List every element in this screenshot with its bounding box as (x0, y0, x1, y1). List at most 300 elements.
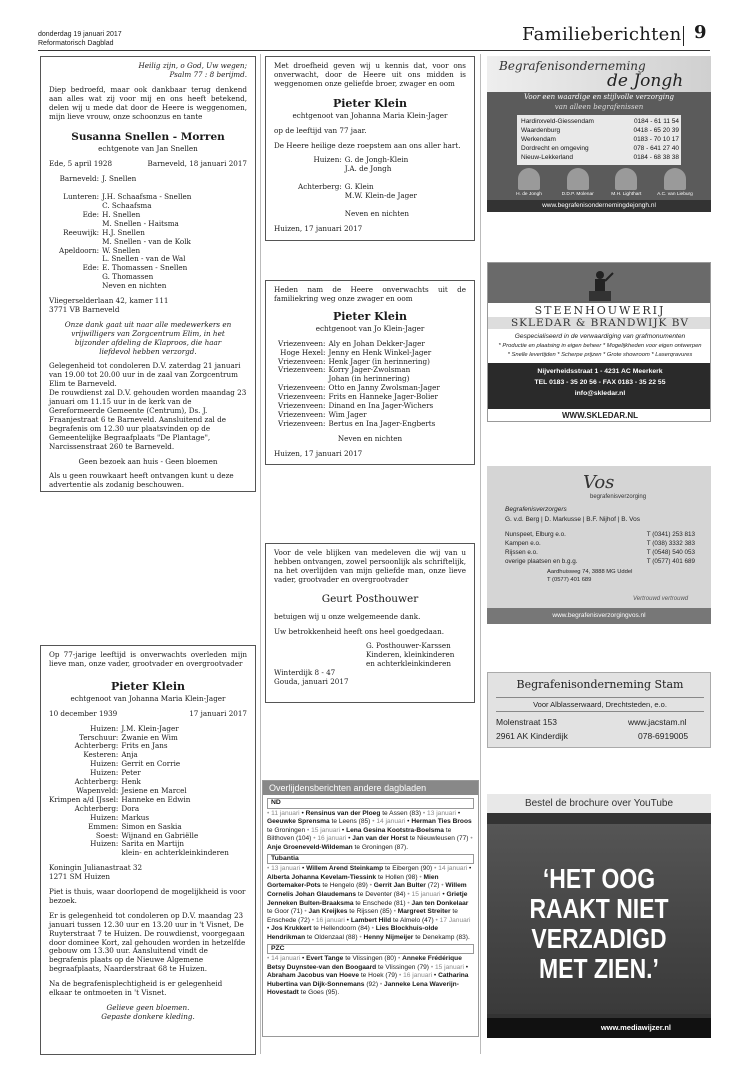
birth-date: 10 december 1939 (49, 708, 118, 718)
relative-names: Henk (121, 777, 141, 787)
death-date: 17 januari 2017 (189, 708, 247, 718)
ad-phone: T (0577) 401 689 (646, 558, 695, 565)
ad-address: Aardhuisweg 74, 3888 MG Uddel (547, 569, 633, 575)
entry-name: Jan Kreijkes (308, 908, 348, 916)
bullet-icon: • (417, 873, 424, 881)
bullet-icon: • (432, 865, 439, 873)
entry-place: te Eibergen (90) (384, 865, 433, 873)
relative-names: Frits en Jans (121, 741, 168, 751)
relative-place (298, 192, 345, 201)
region-entries: • 14 januari • Evert Tange te Vlissingen (80) • Anneke Frédérique Betsy Duynstee-van den Boogaard te Vlissingen (79) • 15 januari • Abraham Jacobus van Hoeve te Hoek (79) • 16 januari • Catharina Hubertina van Dijk-Sonnemans (92) • Janneke Lena Waverijn-Hovestadt te Goes (95). (267, 955, 469, 997)
relative-place: Vriezenveen: (278, 418, 326, 428)
relative-place: Vriezenveen: (278, 338, 326, 348)
entry-name: Jos Krukkert (271, 925, 312, 933)
bullet-icon: • (429, 963, 435, 971)
spouse-line: echtgenoot van Johanna Maria Klein-Jager (70, 693, 226, 703)
entry-place: te Rijssen (85) (349, 908, 392, 916)
relative-names: M.W. Klein-de Jager (344, 191, 417, 201)
entry-date: 15 januari (434, 963, 464, 971)
entry-place: te Oldenzaal (88) (306, 933, 358, 941)
entry-place: te Denekamp (83). (415, 933, 470, 941)
bullet-icon: • (396, 955, 403, 963)
bullet-icon: • (267, 955, 272, 963)
header-divider (683, 26, 684, 46)
entry-place: te Enschede (72) (267, 908, 458, 924)
relative-names: Otto en Janny Zwolsman-Jager (328, 383, 440, 393)
spouse-line: echtgenote van Jan Snellen (98, 144, 198, 154)
relative-row (298, 165, 417, 174)
life-dates (49, 710, 247, 719)
staff-portrait (604, 168, 648, 197)
ad-headline (507, 864, 691, 984)
bullet-icon: • (405, 890, 412, 898)
condolence-text: Gelegenheid tot condoleren D.V. zaterdag 21 januari van 19.00 tot 20.00 uur in de zaal van Zorgcentrum Elim te Barneveld. (49, 361, 241, 389)
ad-phone: 0184 - 68 38 38 (633, 154, 679, 161)
relative-names: Bertus en Ina Jager-Engberts (328, 418, 436, 428)
headline-line: ‘HET OOG (542, 863, 656, 894)
relative-place: Huizen: (90, 812, 119, 822)
spouse-line: echtgenoot van Johanna Maria Klein-Jager (292, 110, 448, 120)
relative-place: Achterberg: (74, 803, 119, 813)
ad-url: www.begrafenisondernemingdejongh.nl (487, 200, 711, 212)
staff-portrait (556, 168, 600, 197)
relative-place: Achterberg: (74, 777, 119, 787)
bullet-icon: • (433, 916, 440, 924)
relative-row (59, 282, 191, 291)
ad-phone: 0184 - 61 11 54 (633, 118, 679, 125)
person-photo-icon (615, 168, 637, 190)
ad-web: www.jacstam.nl (628, 717, 687, 727)
entry-date: 14 januari (438, 865, 468, 873)
relative-place: Vriezenveen: (278, 401, 326, 411)
relatives-list (298, 156, 417, 218)
relative-names: H. Snellen (102, 209, 141, 219)
thanks-intro: Voor de vele blijken van medeleven die wij van u hebben ontvangen, zowel persoonlijk als schriftelijk, na het overlijden van mijn geliefde man, onze lieve vader, grootvader en overgrootvader (274, 548, 466, 584)
gathering-text: Na de begrafenisplechtigheid is er gelegenheid elkaar te ontmoeten in 't Visnet. (49, 979, 223, 998)
relative-place: Barneveld: (59, 174, 100, 184)
ad-place: Rijssen e.o. (505, 549, 538, 556)
thanks-line: betuigen wij u onze welgemeende dank. (274, 611, 421, 621)
ad-skledar (487, 262, 711, 422)
entry-place: (92) (366, 980, 379, 988)
entry-place: te Goor (71) (267, 908, 303, 916)
relative-place: Vriezenveen: (278, 409, 326, 419)
ad-email: info@skledar.nl (574, 390, 626, 397)
ad-vos (487, 466, 711, 624)
relative-row (298, 192, 417, 201)
relative-names: J.A. de Jongh (344, 164, 392, 174)
relative-place: Ede: (82, 263, 100, 273)
obituary-klein-wife (40, 645, 256, 1055)
entry-name: Willem Cornelis Johan Glaudemans (267, 882, 467, 898)
other-papers-list (263, 795, 478, 1000)
relative-names: Korry Jager-Zwolsman (328, 365, 411, 375)
ad-address: Nijverheidsstraat 1 - 4231 AC Meerkerk (537, 368, 663, 375)
thanks-text: Onze dank gaat uit naar alle medewerkers en vrijwilligers van Zorgcentrum Elim, in het bijzonder afdeling de Klaproos, die haar liefdevol hebben verzorgd. (64, 319, 232, 356)
ad-url: www.mediawijzer.nl (487, 1018, 711, 1038)
ad-spec: Gespecialiseerd in de verwaardiging van grafmonumenten (514, 333, 686, 340)
condolence-text: Er is gelegenheid tot condoleren op D.V. maandag 23 januari tussen 12.30 uur en 13.20 uur in 't Visnet, De Ruyterstraat 7 te Huizen. De rouwdienst, voorgegaan door dominee Kort, zal gehouden worden in hetzelfde gebouw om 13.30 uur. Aansluitend vindt de begrafenis plaats op de Nieuwe Algemene begraafplaats, Naarderstraat 68 te Huizen. (49, 910, 246, 974)
headline-line: RAAKT NIET (529, 893, 669, 924)
relative-names: Henk Jager (in herinnering) (328, 356, 430, 366)
ad-phone-row (521, 144, 679, 153)
ad-stam (487, 672, 711, 748)
relative-names: Zwanie en Wim (121, 732, 178, 742)
ad-phone-row (505, 530, 695, 539)
relative-names: Jesiene en Marcel (121, 785, 187, 795)
entry-date: 15 januari (411, 890, 441, 898)
headline-line: MET ZIEN.’ (539, 953, 659, 984)
bullet-icon: • (369, 925, 376, 933)
relative-place (59, 282, 102, 291)
relative-names: G. Thomassen (102, 272, 154, 282)
relative-place: Reeuwijk: (63, 227, 100, 237)
ad-name: SKLEDAR & BRANDWIJK BV (488, 317, 711, 329)
ad-staff (507, 168, 697, 197)
relative-place: Wapenveld: (76, 785, 119, 795)
relative-place: Ede: (82, 209, 100, 219)
home-text: Piet is thuis, waar doorlopend de mogelijkheid is voor bezoek. (49, 887, 246, 905)
ad-place: Dordrecht en omgeving (521, 145, 589, 152)
region-label: PZC (267, 944, 474, 955)
person-photo-icon (664, 168, 686, 190)
place-date: Huizen, 17 januari 2017 (274, 223, 363, 233)
signatories (274, 642, 466, 669)
ad-place: Hardinxveld-Giessendam (521, 118, 594, 125)
staff-name: M.H. Lighthart (611, 192, 642, 197)
bullet-icon: • (309, 916, 316, 924)
ad-phone-row (521, 153, 679, 162)
relative-names: Dinand en Ina Jager-Wichers (328, 401, 434, 411)
entry-name: Lena Gesina Kootstra-Boelsma (346, 826, 444, 834)
relative-place: Huizen: (90, 723, 119, 733)
entry-name: Geeuwke Sprensma (267, 818, 330, 826)
relative-place: Huizen: (90, 839, 119, 849)
relative-place: Hoge Hexel: (280, 347, 326, 357)
entry-place: te Almelo (47) (392, 916, 434, 924)
ad-title: Begrafenisonderneming (499, 59, 646, 73)
address-line: Vliegerselderlaan 42, kamer 111 (49, 296, 169, 306)
relative-place: Lunteren: (63, 192, 100, 202)
entry-place: te Goes (95). (300, 989, 340, 997)
ad-staff-title: Begrafenisverzorgers (505, 506, 567, 513)
ad-phone-list (521, 117, 679, 162)
bullet-icon: • (378, 980, 385, 988)
ad-place: Werkendam (521, 136, 556, 143)
ad-street: Molenstraat 153 (496, 717, 557, 727)
entry-place: te Hellendoorn (84) (313, 925, 370, 933)
relatives-list (59, 175, 191, 291)
ad-logo-sub: begrafenisverzorging (590, 494, 647, 500)
entry-name: Henny Nijmeijer (363, 933, 414, 941)
relative-place: Achterberg: (298, 182, 342, 192)
relative-place: Emmen: (88, 821, 119, 831)
entry-date: 17 Januari (439, 916, 471, 924)
entry-name: Gerrit Jan Bulter (373, 882, 426, 890)
ad-bullets: * Snelle levertijden * Scherpe prijzen * Grote showroom * Laserqravures (507, 352, 693, 358)
obituary-intro: Met droefheid geven wij u kennis dat, voor ons onverwacht, door de Heere uit ons midden is weggenomen onze geliefde broer, zwager en oom (274, 61, 466, 88)
entry-place: te Assen (83) (382, 809, 422, 817)
birth-date: Ede, 5 april 1928 (49, 159, 113, 169)
ad-place: Waardenburg (521, 127, 561, 134)
ad-staff: G. v.d. Berg | D. Markusse | B.F. Nijhof | B. Vos (505, 516, 640, 523)
relative-names: Neven en nichten (344, 208, 410, 218)
ad-bullets: * Productie en plaatsing in eigen beheer * Mogelijkheden voor eigen ontwerpen (498, 343, 702, 349)
bullet-icon: • (391, 908, 398, 916)
address-line: Koningin Julianastraat 32 (49, 863, 143, 873)
ad-phone-list (505, 530, 695, 566)
ad-logo: Vos (583, 472, 615, 493)
ad-phone: 078-6919005 (638, 731, 689, 741)
relative-names: Wim Jager (328, 409, 367, 419)
entry-place: te Hoek (79) (360, 972, 398, 980)
quote-ref: Psalm 77 : 8 berijmd. (169, 69, 247, 79)
entry-place: te Enschede (81) (355, 899, 406, 907)
headline-line: VERZADIGD (531, 923, 667, 954)
ad-phone: 078 - 641 27 40 (633, 145, 679, 152)
address-line: 3771 VB Barneveld (49, 304, 120, 314)
section-title: Familieberichten (522, 24, 682, 45)
header-paper: Reformatorisch Dagblad (38, 40, 114, 47)
ad-url: WWW.SKLEDAR.NL (562, 411, 638, 420)
relative-row (278, 420, 440, 429)
entry-name: Alberta Johanna Kevelam-Tiessink (267, 873, 377, 881)
thanks-posthouwer (265, 543, 475, 703)
bullet-icon: • (357, 933, 364, 941)
relative-names: J. Snellen (102, 174, 137, 184)
relative-names: G. Klein (344, 182, 374, 192)
relative-place (298, 165, 345, 174)
relative-names: J.H. Schaafsma - Snellen (102, 192, 192, 202)
relative-names: Peter (121, 768, 141, 778)
relatives-list (49, 725, 229, 859)
entry-name: Janneke Lena Waverijn-Hovestadt (267, 980, 459, 997)
region-label: Tubantia (267, 854, 474, 865)
relative-names: Anja (121, 750, 138, 760)
ad-phone-row (521, 135, 679, 144)
age-line: op de leeftijd van 77 jaar. (274, 125, 367, 135)
region-entries: • 13 januari • Willem Arend Steinkamp te Eibergen (90) • 14 januari • Alberta Johanna Kevelam-Tiessink te Hollen (98) • Mien Gortemaker-Pots te Hengelo (89) • Gerrit Jan Bulter (72) • Willem Cornelis Johan Glaudemans te Deventer (84) • 15 januari • Grietje Jenneken Bulten-Braaksma te Enschede (81) • Jan ten Donkelaar te Goor (71) • Jan Kreijkes te Rijssen (85) • Margreet Streiter te Enschede (72) • 16 januari • Lambert Hild te Almelo (47) • 17 Januari • Jos Krukkert te Hellendoorn (84) • Lies Blockhuis-olde Hendrikman te Oldenzaal (88) • Henny Nijmeijer te Denekamp (83). (267, 865, 472, 941)
relative-row (59, 175, 191, 184)
staff-portrait (653, 168, 697, 197)
signatory: en achterkleinkinderen (366, 659, 451, 669)
relative-place (59, 273, 102, 282)
bullet-icon: • (311, 835, 318, 843)
ad-place: overige plaatsen en b.g.g. (505, 558, 578, 565)
entry-place: te Nieuwleusen (77) (409, 835, 469, 843)
obituary-klein-family (265, 56, 475, 241)
relative-names: Neven en nichten (102, 281, 167, 291)
relative-place: Vriezenveen: (278, 392, 326, 402)
page-header-left (38, 30, 122, 48)
bullet-icon: • (370, 818, 377, 826)
signatory: Kinderen, kleinkinderen (366, 650, 455, 660)
ad-url: www.begrafenisverzorgingvos.nl (487, 608, 711, 624)
bullet-icon: • (468, 835, 473, 843)
ad-phone: 0418 - 65 20 39 (633, 127, 679, 134)
relative-names: M. Snellen - van de Kolk (102, 236, 191, 246)
ad-phone: T (0548) 540 053 (646, 549, 695, 556)
ad-region: Voor Alblasserwaard, Drechtsteden, e.o. (496, 697, 704, 712)
entry-date: 15 januari (311, 826, 341, 834)
entry-name: Evert Tange (306, 955, 344, 963)
ad-phone: T (038) 3332 383 (646, 540, 695, 547)
obituary-intro: Heden nam de Heere onverwachts uit de familiekring weg onze zwager en oom (274, 285, 466, 303)
deceased-name: Pieter Klein (332, 309, 408, 323)
entry-name: Catharina Hubertina van Dijk-Sonnemans (267, 972, 469, 988)
bullet-icon: • (267, 809, 272, 817)
funeral-text: De rouwdienst zal D.V. gehouden worden maandag 23 januari om 11.15 uur in de kerk van de Gereformeerde Gemeente (Centrum), Ds. J. Fraanjestraat 6 te Barneveld. Aansluitend zal de begrafenis om 12.30 uur plaatsvinden op de Gemeentelijke Begraafplaats "De Plantage", Narcissenstraat 260 te Barneveld. (49, 388, 247, 451)
extra-line: Neven en nichten (337, 433, 403, 443)
relative-names: klein- en achterkleinkinderen (121, 848, 229, 858)
bullet-icon: • (397, 972, 404, 980)
relative-place: Krimpen a/d IJssel: (49, 794, 119, 804)
card-note: Als u geen rouwkaart heeft ontvangen kunt u deze advertentie als zodanig beschouwen. (49, 471, 234, 490)
relative-place: Soest: (95, 830, 119, 840)
region-entries: • 11 januari • Rensinus van der Ploeg te Assen (83) • 13 januari • Geeuwke Sprensma te Leens (85) • 14 januari • Herman Ties Broos te Groningen • 15 januari • Lena Gesina Kootstra-Boelsma te Bilthoven (104) • 16 januari • Jan van der Horst te Nieuwleusen (77) • Anje Groeneveld-Wildeman te Groningen (87). (267, 809, 473, 851)
entry-name: Margreet Streiter (397, 908, 451, 916)
page-number: 9 (694, 22, 707, 43)
relative-names: Aly en Johan Dekker-Jager (328, 338, 425, 348)
relative-place (298, 201, 345, 210)
spouse-line: echtgenoot van Jo Klein-Jager (315, 323, 425, 333)
ad-name: STEENHOUWERIJ (534, 304, 666, 317)
entry-date: 11 januari (271, 809, 300, 817)
death-date: Barneveld, 18 januari 2017 (147, 159, 247, 169)
entry-date: 13 januari (427, 809, 457, 817)
entry-name: Grietje Jenneken Bulten-Braaksma (267, 890, 468, 907)
ad-de-jongh (487, 56, 711, 212)
entry-name: Lambert Hild (350, 916, 392, 924)
ad-city: 2961 AK Kinderdijk (496, 731, 568, 741)
deceased-name: Pieter Klein (332, 96, 408, 110)
bullet-icon: • (367, 882, 374, 890)
ad-phone: T (0341) 253 813 (646, 531, 695, 538)
obituary-snellen (40, 56, 256, 492)
entry-name: Rensinus van der Ploeg (305, 809, 381, 817)
entry-date: 14 januari (376, 818, 406, 826)
entry-place: te Groningen (87). (354, 843, 409, 851)
entry-date: 16 januari (403, 972, 433, 980)
entry-place: te Hollen (98) (377, 873, 418, 881)
stonemason-icon (583, 267, 617, 301)
relative-names: Dora (121, 803, 140, 813)
closing-line: Gepaste donkere kleding. (101, 1011, 195, 1021)
relative-names: Sarita en Martijn (121, 839, 185, 849)
obituary-intro: Op 77-jarige leeftijd is onverwachts overleden mijn lieve man, onze vader, grootvader en overgrootvader (49, 650, 247, 668)
bullet-icon: • (421, 809, 428, 817)
entry-date: 14 januari (271, 955, 301, 963)
ad-phone: TEL 0183 - 35 20 56 - FAX 0183 - 35 22 55 (534, 379, 666, 386)
relative-names: E. Thomassen - Snellen (102, 263, 188, 273)
bullet-icon: • (405, 899, 412, 907)
relative-names: Johan (in herinnering) (328, 374, 410, 384)
relative-place: Huizen: (313, 155, 342, 165)
relative-place: Huizen: (90, 768, 119, 778)
entry-name: Anje Groeneveld-Wildeman (267, 843, 353, 851)
bullet-icon: • (305, 826, 312, 834)
entry-name: Abraham Jacobus van Hoeve (267, 972, 359, 980)
relative-place: Kesteren: (83, 750, 119, 760)
relative-names: M. Snellen - Haitsma (102, 218, 179, 228)
header-rule (38, 50, 710, 51)
relative-row (298, 210, 417, 219)
relative-names: Jenny en Henk Winkel-Jager (328, 347, 432, 357)
ad-phone-row (505, 557, 695, 566)
ad-place: Kampen e.o. (505, 540, 541, 547)
relative-place: Vriezenveen: (278, 383, 326, 393)
ad-slogan: Voor een waardige en stijlvolle verzorging (523, 93, 675, 101)
ad-title-name: de Jongh (607, 71, 684, 91)
ad-contact (488, 363, 711, 409)
entry-name: Anneke Frédérique Betsy Duynstee-van den Boogaard (267, 955, 462, 971)
entry-place: te Groningen (267, 826, 306, 834)
entry-name: Willem Arend Steinkamp (306, 865, 384, 873)
address-line: 1271 SM Huizen (49, 872, 111, 882)
ad-phone-row (521, 126, 679, 135)
entry-place: (72) (427, 882, 440, 890)
relative-place (49, 849, 121, 858)
header-date: donderdag 19 januari 2017 (38, 31, 122, 38)
relative-names: Gerrit en Corrie (121, 759, 181, 769)
deceased-name: Geurt Posthouwer (321, 592, 419, 605)
obituary-klein-inlaws (265, 280, 475, 465)
entry-date: 13 januari (271, 865, 301, 873)
relative-names: C. Schaafsma (102, 200, 152, 210)
ad-slogan: van alleen begrafenissen (554, 103, 644, 111)
address-line: Winterdijk 8 - 47 (274, 668, 336, 678)
ad-phone: T (0577) 401 689 (547, 577, 592, 583)
relative-names: G. de Jongh-Klein (344, 155, 409, 165)
column-rule-2 (480, 54, 481, 1054)
entry-place: te Bilthoven (104) (267, 826, 452, 843)
person-photo-icon (567, 168, 589, 190)
other-papers-deaths (262, 780, 479, 1037)
relative-place (298, 210, 345, 219)
place-date: Gouda, januari 2017 (274, 677, 349, 687)
relative-place: Apeldoorn: (59, 245, 100, 255)
other-papers-title: Overlijdensberichten andere dagbladen (263, 781, 478, 795)
entry-place: te Deventer (84) (357, 890, 406, 898)
no-visit-text: Geen bezoek aan huis - Geen bloemen (78, 456, 218, 466)
entry-place: te Vlissingen (79) (378, 963, 429, 971)
ad-heading: Bestel de brochure over YouTube (487, 794, 711, 813)
relative-names: Hanneke en Edwin (121, 794, 191, 804)
entry-place: te Leens (85) (331, 818, 371, 826)
relative-names: W. Snellen (102, 245, 141, 255)
place-date: Huizen, 17 januari 2017 (274, 448, 363, 458)
relative-place: Vriezenveen: (278, 365, 326, 375)
entry-date: 16 januari (317, 835, 347, 843)
life-dates (49, 160, 247, 169)
entry-name: Jan ten Donkelaar (411, 899, 469, 907)
ad-motto: Vertrouwd vertrouwd (633, 596, 689, 602)
relative-names: H.J. Snellen (102, 227, 145, 237)
staff-name: H. de Jongh (516, 192, 542, 197)
relative-place: Huizen: (90, 759, 119, 769)
relative-names: J.M. Klein-Jager (121, 723, 179, 733)
staff-name: A.C. van Lieburg (657, 192, 693, 197)
relative-names: Markus (121, 812, 150, 822)
relative-names: Frits en Hanneke Jager-Bolier (328, 392, 438, 402)
ad-place: Nieuw-Lekkerland (521, 154, 574, 161)
staff-name: D.D.P. Molenar (561, 192, 594, 197)
entry-name: Lies Blockhuis-olde Hendrikman (267, 925, 439, 941)
person-photo-icon (518, 168, 540, 190)
relative-row (49, 849, 229, 858)
relatives-list (278, 340, 440, 429)
ad-place: Nunspeet, Elburg e.o. (505, 531, 566, 538)
